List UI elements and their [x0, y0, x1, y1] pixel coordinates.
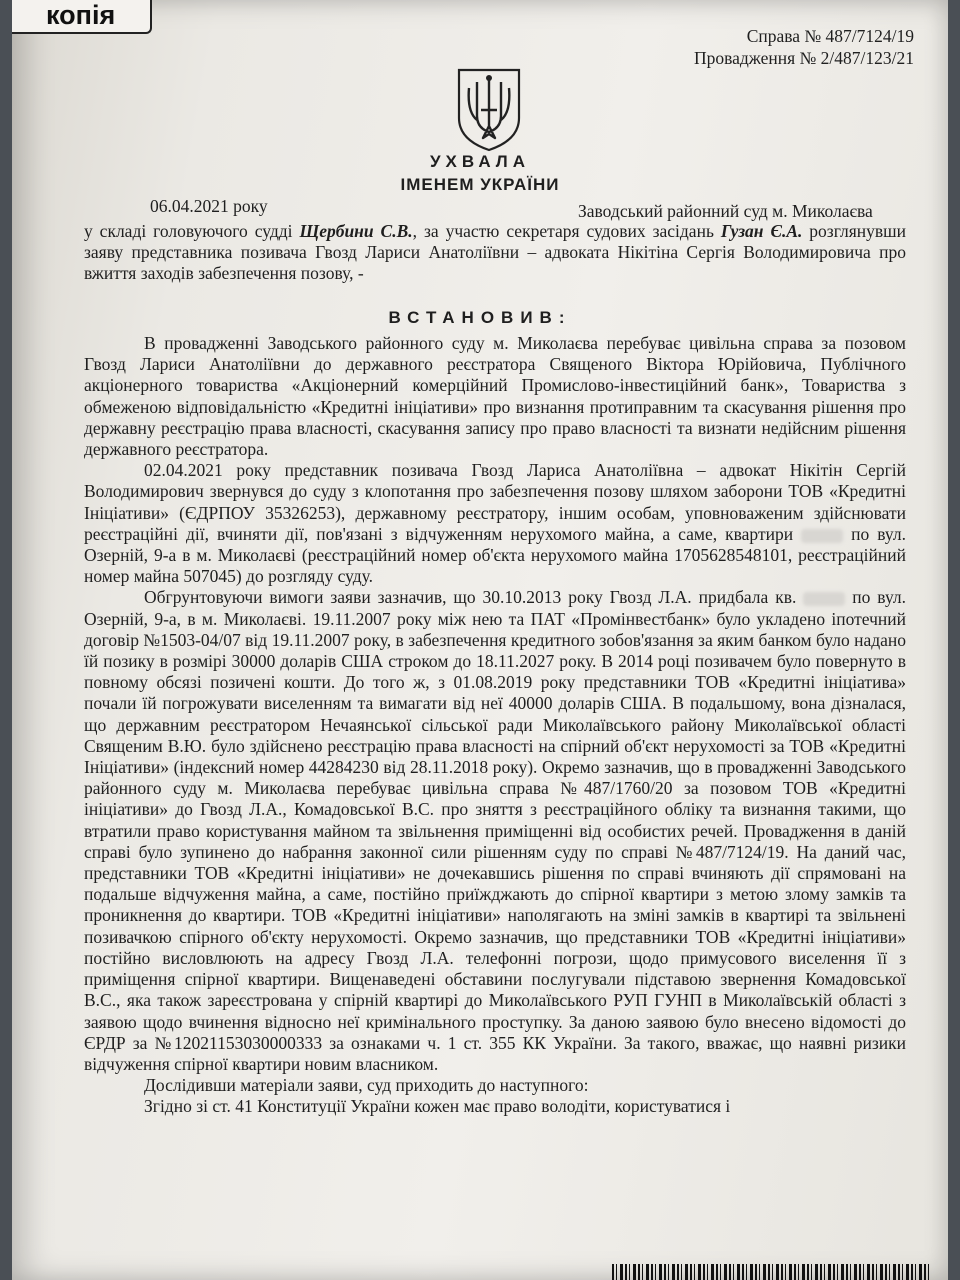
redacted-apartment-number: [803, 592, 845, 606]
case-number: Справа № 487/7124/19: [746, 26, 914, 46]
paragraph-2-part-b: по вул. Озерній, 9-а в м. Миколаєві (реєстраційний номер об'єкта нерухомого майна 1705628548101, реєстраційний номер майна 507045) до розгляду суду.: [84, 523, 906, 587]
paragraph-3-part-b: по вул. Озерній, 9-а, в м. Миколаєві. 19.11.2007 року між нею та ПАТ «Промінвестбанк» було укладено іпотечний договір №1503-04/07 від 19.11.2007 року, в забезпечення кредитного зобов'язання за яким банком було надано їй позику в розмірі 30000 доларів США строком до 18.11.2027 року. В 2014 році позивачем було повернуто в повному обсязі позичені кошти. До того ж, з 01.08.2019 року представники ТОВ «Кредитні ініціатива» почали їй погрожувати виселенням та вимагати від неї 40000 доларів США. В подальшому, вона дізналася, що державним реєстратором Нечаянської сільської ради Миколаївського району Миколаївської області Священим В.Ю. було здійснено реєстрацію права власності на спірний об'єкт нерухомості за ТОВ «Кредитні Ініціативи» (індексний номер 44284230 від 28.11.2018 року). Окремо зазначив, що в провадженні Заводського районного суду м. Миколаєва перебуває цивільна справа №487/1760/20 за позовом ТОВ «Кредитні ініціативи» до Гвозд Л.А., Комадовської В.С. про зняття з реєстраційного обліку та визнання такими, що втратили право користування майном та звільнення приміщенні від особистих речей. Провадження в даній справі було зупинено до набрання законної сили рішенням суду по справі №487/7124/19. На даний час, представники ТОВ «Кредитні ініціативи» не дочекавшись рішення по справі вчиняють дії спрямовані на подальше відчуження майна, а саме, постійно приїжджають до спірної квартири з метою злому замків та проникнення до квартири. ТОВ «Кредитні ініціативи» наполягають на зміні замків в квартирі та звільнені позивачкою спірного об'єкту нерухомості. Окремо зазначив, що представники ТОВ «Кредитні ініціативи» постійно висловлюють на адресу Гвозд Л.А. телефонні погрози, щодо примусового виселення її з приміщення спірної квартири. Вищенаведені обставини послугували підставою звернення Комадовської В.С., яка також зареєстрована у спірній квартирі до Миколаївського РУП ГУНП в Миколаївській області з заявою щодо вчинення відносно неї кримінального проступку. За даною заявою було внесено відомості до ЄРДР за №12021153030000333 за ознаками ч. 1 ст. 355 КК України. За такого, вважає, що наявні ризики відчуження спірної квартири новим власником.: [84, 587, 907, 1074]
paragraph-1: В провадженні Заводського районного суду м. Миколаєва перебуває цивільна справа за позовом Гвозд Лариси Анатоліївни до державного реєстратора Священого Віктора Юрійовича, Публічного акціонерного товариства «Акціонерний комерційний Промислово-інвестиційний банк», Товариства з обмеженою відповідальністю «Кредитні ініціативи» про визнання протиправним та скасування рішення про державну реєстрацію права власності, скасування запису про право власності та визнати недійсним рішення державного реєстратора.: [84, 333, 906, 460]
secretary-name: Гузан Є.А.: [720, 221, 803, 241]
decision-date: 06.04.2021 року: [150, 196, 268, 216]
paragraph-2: [84, 460, 906, 587]
proceeding-number: Провадження № 2/487/123/21: [693, 48, 914, 68]
intro-paragraph: [84, 221, 906, 285]
redacted-apartment-number: [801, 529, 843, 543]
paragraph-2-part-a: 02.04.2021 року представник позивача Гвозд Лариса Анатоліївна – адвокат Нікітін Сергій Володимирович звернувся до суду з клопотання про забезпечення позову шляхом заборони ТОВ «Кредитні Ініціативи» (ЄДРПОУ 35326253), державному реєстратору, іншим особам, уповноваженим здійснювати реєстраційні дії, вчиняти дії, пов'язані з відчуженням нерухомого майна, а саме, квартири: [84, 460, 906, 544]
trident-emblem-icon: [455, 66, 523, 152]
paragraph-5: Згідно зі ст. 41 Конституції України кожен має право володіти, користуватися і: [144, 1096, 731, 1117]
judge-name: Щербини С.В.: [299, 221, 413, 241]
copy-stamp: копія: [12, 0, 152, 34]
intro-text-1: у складі головуючого судді: [84, 221, 300, 241]
document-subtitle: ІМЕНЕМ УКРАЇНИ: [400, 175, 560, 194]
intro-text-3: розглянувши заяву представника позивача Гвозд Лариси Анатоліївни – адвоката Нікітіна Сергія Володимировича про вжиття заходів забезпечення позову, -: [84, 221, 907, 284]
court-name: Заводський районний суд м. Миколаєва: [578, 201, 873, 221]
paragraph-3-part-a: Обгрунтовуючи вимоги заяви зазначив, що 30.10.2013 року Гвозд Л.А. придбала кв.: [144, 587, 797, 608]
main-text: [84, 333, 906, 1118]
paragraph-3: [84, 587, 906, 1075]
document-title: УХВАЛА: [429, 152, 531, 171]
paragraph-4: Дослідивши матеріали заяви, суд приходить до наступного:: [144, 1075, 589, 1096]
established-heading: ВСТАНОВИВ:: [388, 308, 572, 327]
intro-text-2: , за участю секретаря судових засідань: [412, 221, 721, 241]
barcode: [612, 1264, 932, 1280]
